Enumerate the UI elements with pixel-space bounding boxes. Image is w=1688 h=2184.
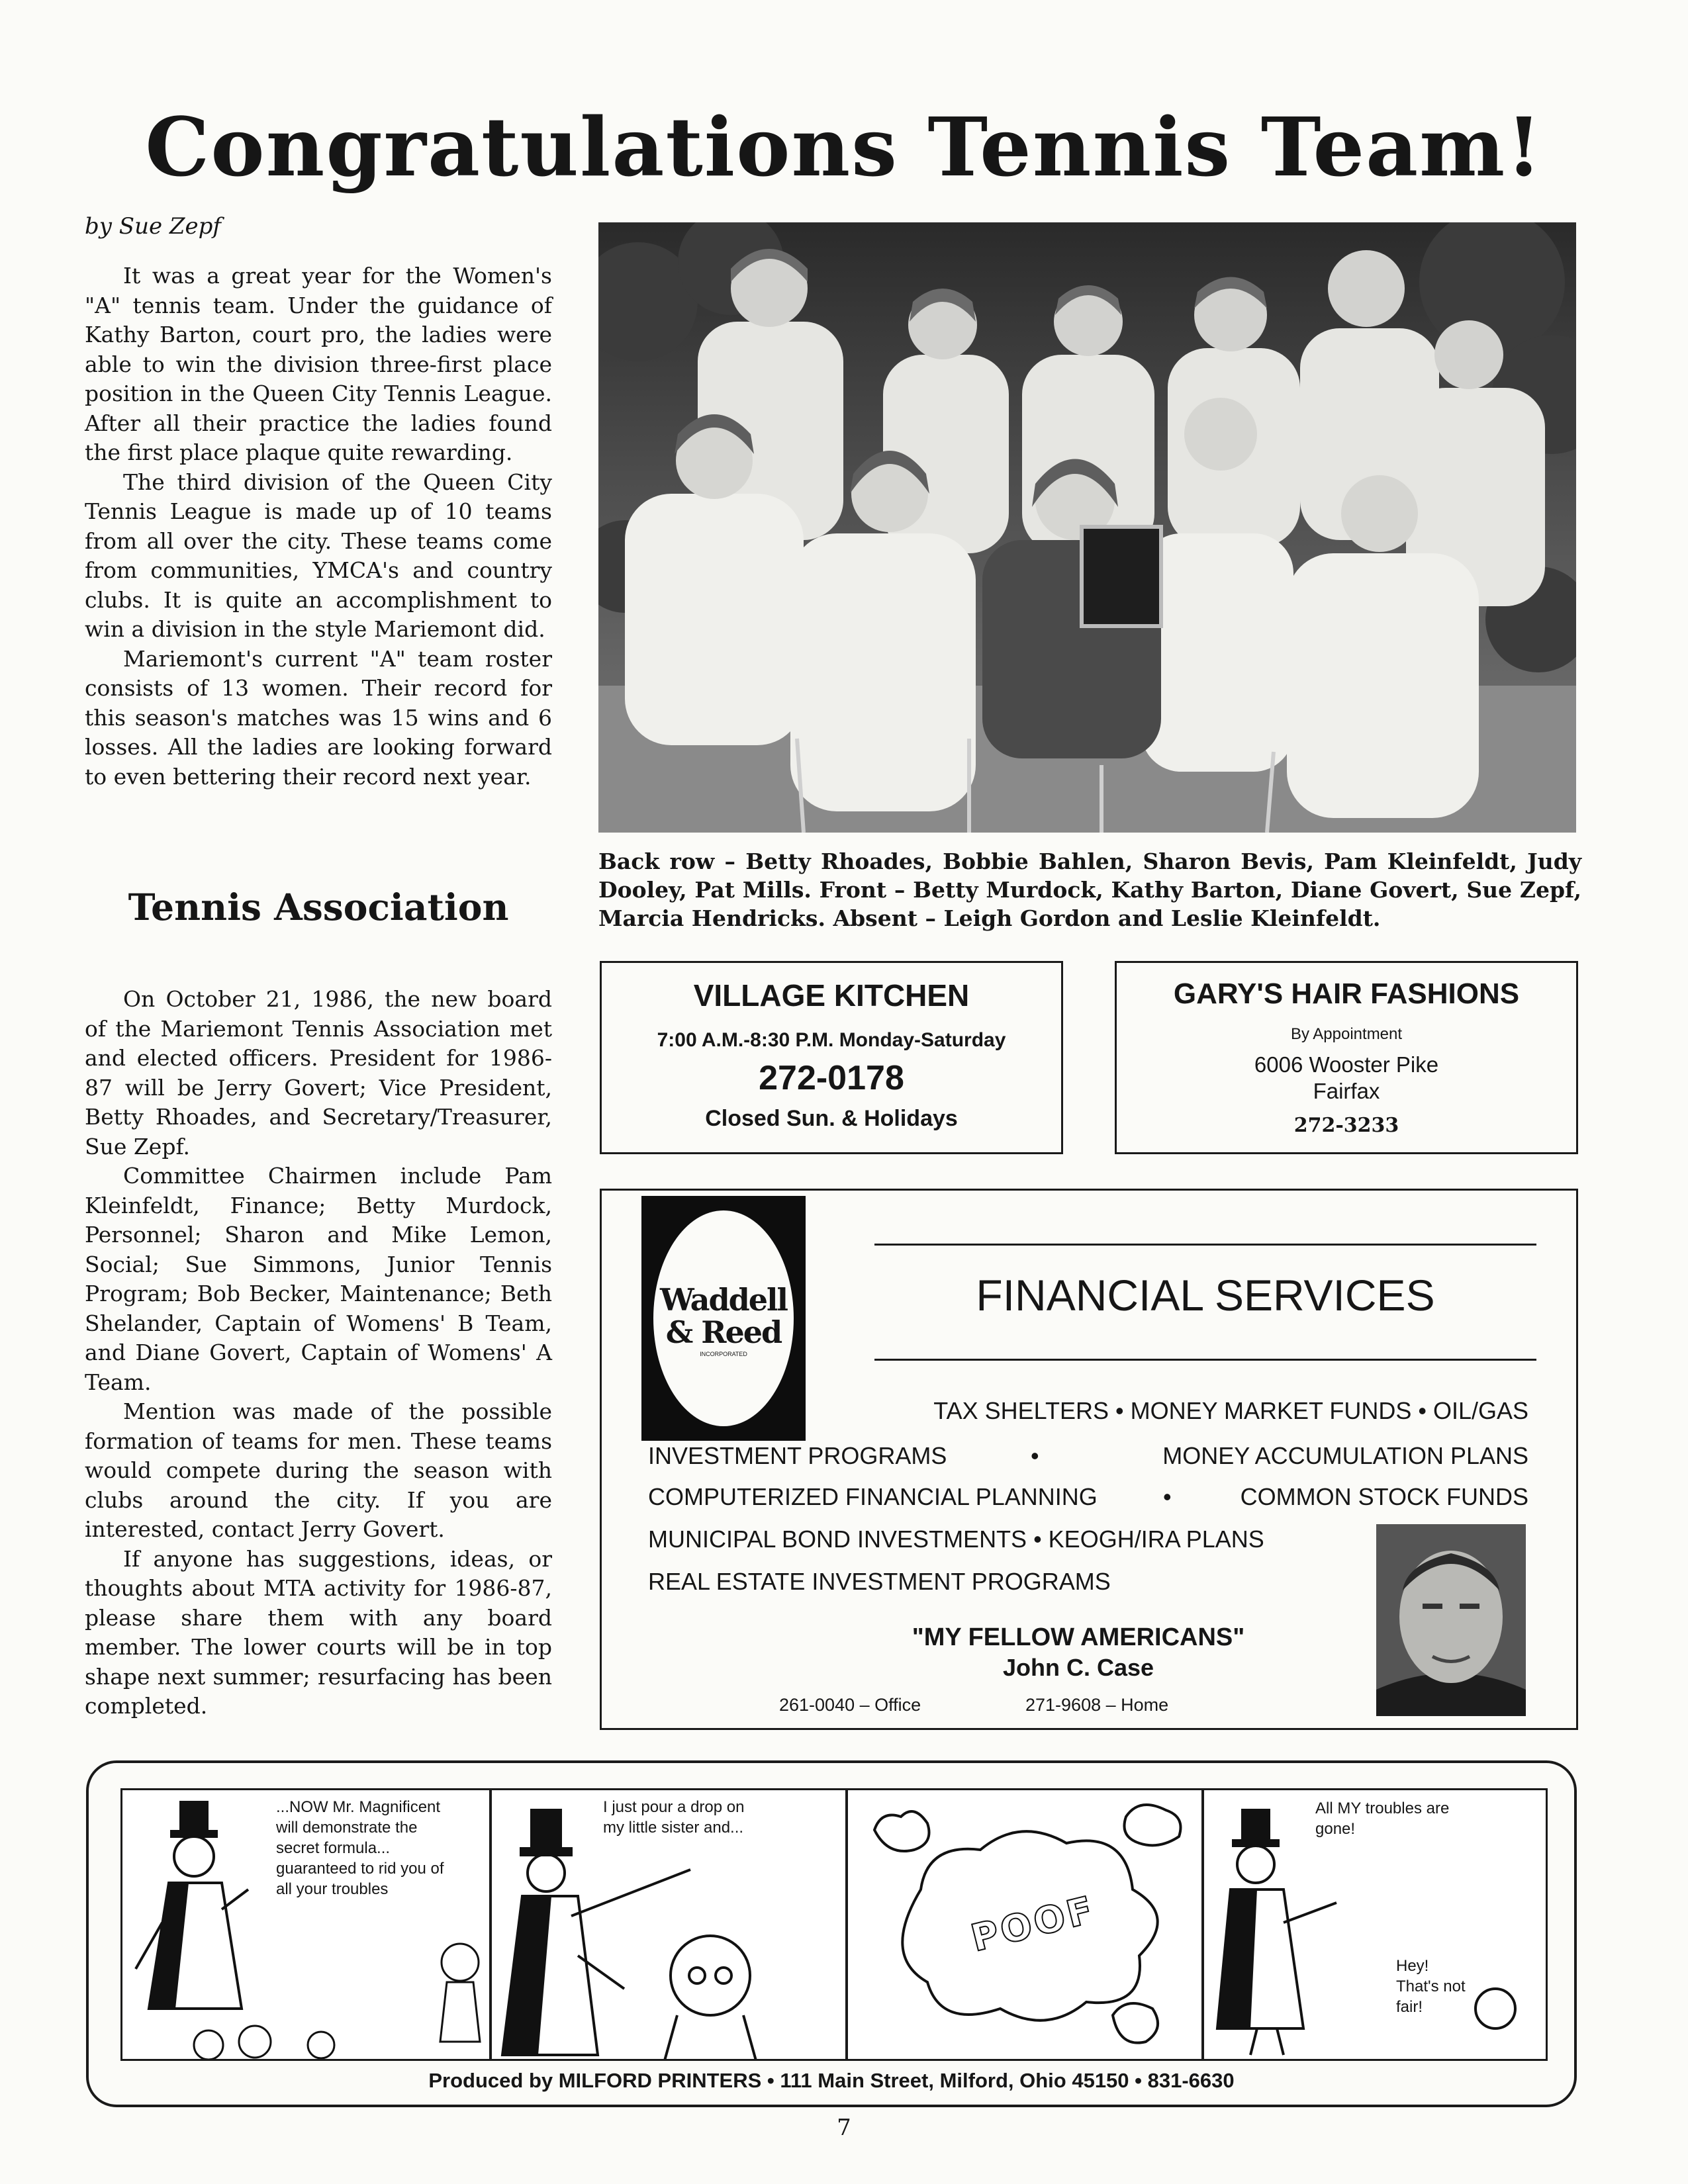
ad-hours: 7:00 A.M.-8:30 P.M. Monday-Saturday bbox=[657, 1029, 1006, 1051]
ad-title: FINANCIAL SERVICES bbox=[976, 1271, 1435, 1320]
logo-small-text: INCORPORATED bbox=[700, 1351, 747, 1357]
page-number: 7 bbox=[837, 2115, 851, 2141]
article-paragraph: On October 21, 1986, the new board of the Mariemont Tennis Association met and elected officers. President for 1986-87 will be Jerry Govert; Vice President, Betty Rhoades, and Secretary/Treasurer, Sue Zepf. bbox=[85, 986, 552, 1160]
logo-text: & Reed bbox=[665, 1314, 782, 1350]
article-paragraph: Mariemont's current "A" team roster consists of 13 women. Their record for this season's matches was 15 wins and 6 losses. All the ladies are looking forward to even bettering their record next year. bbox=[85, 645, 552, 790]
article-tennis-association bbox=[85, 985, 552, 1721]
comic-panel-3 bbox=[846, 1788, 1203, 2061]
service-line: MONEY ACCUMULATION PLANS bbox=[1162, 1442, 1528, 1469]
ad-office-phone: 261-0040 – Office bbox=[779, 1695, 921, 1715]
article-paragraph: The third division of the Queen City Tennis League is made up of 10 teams from all over the city. These teams come from communities, YMCA's and country clubs. It is quite an accomplishment to win a division in the style Mariemont did. bbox=[85, 469, 552, 642]
ad-financial-services bbox=[600, 1189, 1578, 1730]
section-heading-tennis-association: Tennis Association bbox=[128, 886, 509, 929]
divider bbox=[874, 1244, 1536, 1246]
speech-bubble: Hey! That's not fair! bbox=[1396, 1957, 1466, 2016]
bullet: • bbox=[1163, 1483, 1172, 1510]
ad-village-kitchen bbox=[600, 961, 1063, 1154]
service-line: TAX SHELTERS • MONEY MARKET FUNDS • OIL/GAS bbox=[933, 1397, 1528, 1424]
ad-slogan: "MY FELLOW AMERICANS" bbox=[912, 1623, 1245, 1651]
article-paragraph: It was a great year for the Women's "A" tennis team. Under the guidance of Kathy Barton, court pro, the ladies were able to win the division three-first place position in the Queen City Tennis League. After all their practice the ladies found the first place plaque quite rewarding. bbox=[85, 263, 552, 465]
speech-bubble: ...NOW Mr. Magnificent will demonstrate the secret formula... guaranteed to rid you of all your troubles bbox=[276, 1798, 444, 1898]
bullet: • bbox=[1031, 1442, 1039, 1469]
logo-text: Waddell bbox=[659, 1282, 787, 1318]
photo-caption: Back row – Betty Rhoades, Bobbie Bahlen, Sharon Bevis, Pam Kleinfeldt, Judy Dooley, Pat Mills. Front – Betty Murdock, Kathy Barton, Diane Govert, Sue Zepf, Marcia Hendricks. Absent – Leigh Gordon and Leslie Kleinfeldt. bbox=[598, 848, 1581, 931]
printer-credit: Produced by MILFORD PRINTERS • 111 Main Street, Milford, Ohio 45150 • 831-6630 bbox=[428, 2069, 1235, 2092]
ad-address-line: Fairfax bbox=[1313, 1079, 1380, 1103]
ad-closed-note: Closed Sun. & Holidays bbox=[705, 1106, 958, 1131]
article-paragraph: Mention was made of the possible formation of teams for men. These teams would compete during the season with clubs around the city. If you are interested, contact Jerry Govert. bbox=[85, 1398, 552, 1542]
ad-garys-hair-fashions bbox=[1115, 961, 1578, 1154]
ad-title: GARY'S HAIR FASHIONS bbox=[1173, 978, 1520, 1010]
service-line: MUNICIPAL BOND INVESTMENTS • KEOGH/IRA PLANS bbox=[648, 1525, 1264, 1553]
portrait-photo bbox=[1376, 1524, 1526, 1716]
waddell-reed-logo bbox=[641, 1196, 806, 1441]
service-line: INVESTMENT PROGRAMS bbox=[648, 1442, 947, 1469]
speech-bubble: I just pour a drop on my little sister and... bbox=[603, 1798, 745, 1837]
page-headline: Congratulations Tennis Team! bbox=[145, 99, 1543, 195]
byline: by Sue Zepf bbox=[85, 213, 221, 240]
team-photo bbox=[598, 222, 1576, 833]
comic-panel-4 bbox=[1202, 1788, 1548, 2061]
poof-text: POOF bbox=[966, 1888, 1100, 1961]
article-paragraph: Committee Chairmen include Pam Kleinfeldt, Finance; Betty Murdock, Personnel; Sharon and Mike Lemon, Social; Sue Simmons, Junior Tennis Program; Bob Becker, Maintenance; Beth Shelander, Captain of Womens' B Team, and Diane Govert, Captain of Womens' A Team. bbox=[85, 1163, 552, 1395]
ad-phone: 272-0178 bbox=[759, 1059, 904, 1097]
ad-address-line: 6006 Wooster Pike bbox=[1254, 1052, 1439, 1077]
comic-panel-1 bbox=[120, 1788, 491, 2061]
article-paragraph: If anyone has suggestions, ideas, or thoughts about MTA activity for 1986-87, please share them with any board member. The lower courts will be in top shape next summer; resurfacing has been completed. bbox=[85, 1545, 552, 1719]
comic-strip bbox=[86, 1760, 1577, 2107]
ad-appointment: By Appointment bbox=[1290, 1025, 1403, 1043]
service-line: COMMON STOCK FUNDS bbox=[1240, 1483, 1528, 1510]
ad-title: VILLAGE KITCHEN bbox=[693, 978, 970, 1013]
ad-phone: 272-3233 bbox=[1293, 1114, 1399, 1137]
service-line: REAL ESTATE INVESTMENT PROGRAMS bbox=[648, 1568, 1111, 1595]
ad-home-phone: 271-9608 – Home bbox=[1025, 1695, 1169, 1715]
service-line: COMPUTERIZED FINANCIAL PLANNING bbox=[648, 1483, 1098, 1510]
comic-panel-2 bbox=[490, 1788, 847, 2061]
ad-contact-name: John C. Case bbox=[1002, 1654, 1154, 1681]
article-tennis-team bbox=[85, 261, 552, 792]
speech-bubble: All MY troubles are gone! bbox=[1315, 1799, 1450, 1838]
divider bbox=[874, 1359, 1536, 1361]
